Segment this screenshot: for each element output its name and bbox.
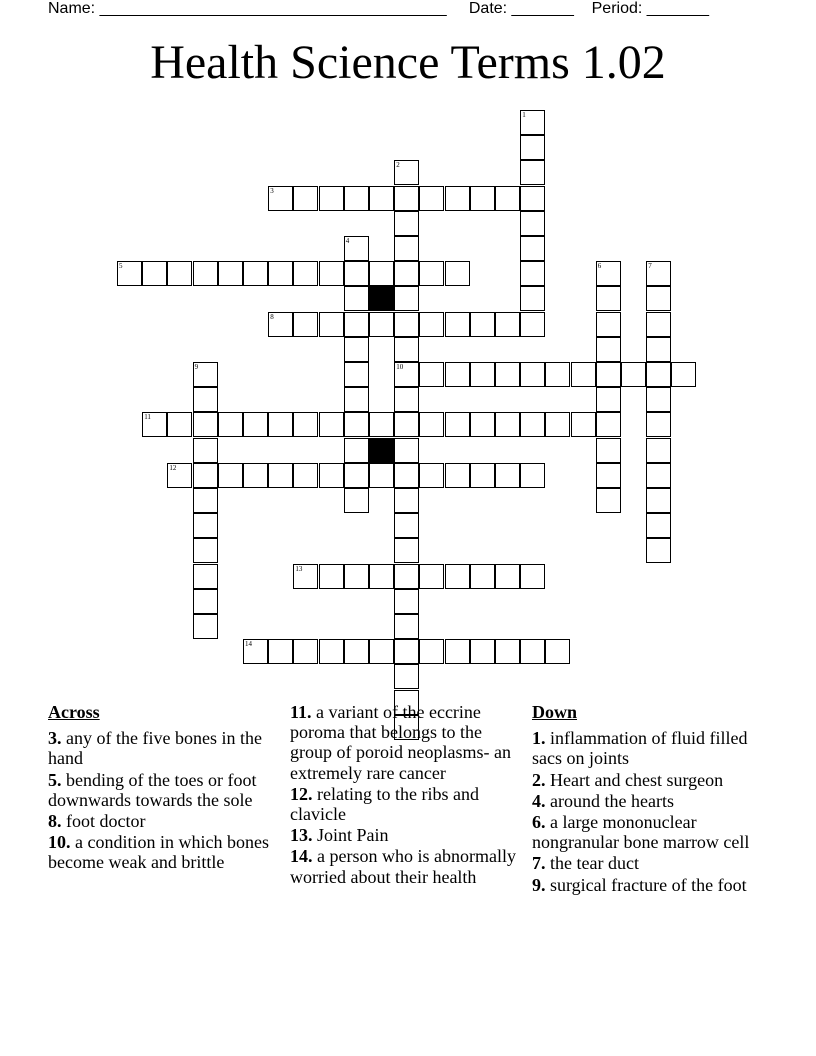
across-heading: Across (48, 702, 100, 722)
clue-down-6: 6. a large mononuclear nongranular bone marrow cell (532, 812, 750, 853)
grid-black-cell (369, 286, 394, 311)
grid-cell[interactable] (394, 312, 419, 337)
clue-across-12: 12. relating to the ribs and clavicle (290, 783, 479, 825)
grid-cell[interactable] (596, 337, 621, 362)
clue-number: 5 (119, 262, 123, 271)
clue-down-9: 9. surgical fracture of the foot (532, 874, 747, 895)
grid-cell[interactable] (419, 564, 444, 589)
grid-cell[interactable] (445, 312, 470, 337)
grid-cell[interactable] (293, 312, 318, 337)
grid-cell[interactable] (394, 337, 419, 362)
clue-across-13: 13. Joint Pain (290, 825, 389, 846)
clue-number: 12 (169, 463, 177, 472)
page-title: Health Science Terms 1.02 (150, 36, 666, 89)
grid-cell[interactable] (520, 412, 545, 437)
grid-cell[interactable] (394, 513, 419, 538)
grid-cell[interactable] (419, 639, 444, 664)
clue-across-14: 14. a person who is abnormally worried about their health (290, 846, 516, 887)
grid-cell[interactable] (646, 538, 671, 563)
grid-cell[interactable] (142, 261, 167, 286)
grid-cell[interactable] (193, 614, 218, 639)
grid-cell[interactable] (596, 286, 621, 311)
clue-down-2: 2. Heart and chest surgeon (532, 769, 724, 790)
grid-cell[interactable] (193, 513, 218, 538)
grid-cell[interactable] (596, 412, 621, 437)
grid-cell[interactable] (646, 513, 671, 538)
grid-cell[interactable] (193, 538, 218, 563)
grid-cell[interactable] (319, 412, 344, 437)
grid-cell[interactable] (394, 463, 419, 488)
grid-cell[interactable] (369, 412, 394, 437)
name-field[interactable]: _______________________________________ (99, 0, 447, 17)
down-clues-column (532, 702, 764, 896)
clue-down-1: 1. inflammation of fluid filled sacs on joints (532, 728, 748, 769)
grid-cell[interactable] (344, 438, 369, 463)
grid-cell[interactable] (394, 438, 419, 463)
grid-cell[interactable] (193, 589, 218, 614)
grid-cell[interactable] (394, 564, 419, 589)
grid-cell[interactable] (344, 286, 369, 311)
grid-cell[interactable] (646, 438, 671, 463)
grid-cell[interactable] (520, 135, 545, 160)
period-field[interactable]: _______ (646, 0, 710, 17)
grid-cell[interactable] (596, 463, 621, 488)
grid-cell[interactable] (369, 639, 394, 664)
grid-cell[interactable] (293, 463, 318, 488)
grid-cell[interactable] (445, 362, 470, 387)
grid-cell[interactable] (646, 412, 671, 437)
clue-down-4: 4. around the hearts (532, 790, 674, 811)
grid-cell[interactable] (193, 412, 218, 437)
grid-cell[interactable] (394, 639, 419, 664)
grid-cell[interactable] (167, 261, 192, 286)
grid-cell[interactable] (646, 337, 671, 362)
grid-cell[interactable] (369, 261, 394, 286)
grid-cell[interactable] (394, 538, 419, 563)
grid-cell[interactable] (520, 463, 545, 488)
grid-cell[interactable] (495, 564, 520, 589)
clue-number: 3 (270, 186, 274, 195)
grid-cell[interactable] (596, 488, 621, 513)
date-label: Date: (468, 0, 512, 17)
grid-cell[interactable] (419, 186, 444, 211)
grid-cell[interactable] (495, 463, 520, 488)
grid-cell[interactable] (243, 412, 268, 437)
grid-cell[interactable] (344, 186, 369, 211)
grid-cell[interactable] (445, 186, 470, 211)
grid-cell[interactable] (520, 261, 545, 286)
grid-cell[interactable] (520, 160, 545, 185)
grid-cell[interactable] (621, 362, 646, 387)
grid-cell[interactable] (394, 589, 419, 614)
grid-cell[interactable] (596, 312, 621, 337)
grid-cell[interactable] (545, 639, 570, 664)
grid-cell[interactable] (344, 463, 369, 488)
grid-cell[interactable] (520, 236, 545, 261)
grid-cell[interactable] (394, 664, 419, 689)
grid-cell[interactable] (646, 312, 671, 337)
grid-cell[interactable] (319, 564, 344, 589)
name-label: Name: (48, 0, 100, 17)
grid-cell[interactable] (268, 261, 293, 286)
grid-cell[interactable] (369, 186, 394, 211)
grid-cell[interactable] (319, 312, 344, 337)
across-clues-column-1 (48, 702, 280, 874)
grid-cell[interactable] (268, 639, 293, 664)
grid-cell[interactable] (344, 412, 369, 437)
grid-cell[interactable] (470, 463, 495, 488)
grid-cell[interactable] (445, 412, 470, 437)
grid-cell[interactable] (671, 362, 696, 387)
grid-cell[interactable] (445, 639, 470, 664)
down-heading: Down (532, 702, 578, 722)
grid-cell[interactable] (545, 412, 570, 437)
grid-cell[interactable] (495, 186, 520, 211)
grid-cell[interactable] (470, 412, 495, 437)
grid-cell[interactable] (344, 261, 369, 286)
grid-cell[interactable] (369, 564, 394, 589)
grid-cell[interactable] (394, 488, 419, 513)
clue-number: 10 (396, 363, 404, 371)
grid-cell[interactable] (344, 639, 369, 664)
grid-cell[interactable] (344, 312, 369, 337)
grid-cell[interactable] (193, 438, 218, 463)
grid-cell[interactable] (646, 362, 671, 387)
grid-cell[interactable] (445, 564, 470, 589)
grid-cell[interactable] (646, 488, 671, 513)
grid-cell[interactable] (571, 412, 596, 437)
clue-number: 13 (295, 564, 303, 573)
grid-cell[interactable] (293, 261, 318, 286)
grid-cell[interactable] (520, 564, 545, 589)
grid-cell[interactable] (571, 362, 596, 387)
clue-number: 2 (396, 161, 400, 170)
grid-cell[interactable] (268, 463, 293, 488)
grid-cell[interactable] (319, 186, 344, 211)
grid-cell[interactable] (344, 488, 369, 513)
clue-across-11: 11. a variant of the eccrine poroma that belongs to the group of poroid neoplasms- an extremely rare cancer (290, 702, 511, 783)
grid-cell[interactable] (218, 412, 243, 437)
grid-cell[interactable] (495, 412, 520, 437)
grid-cell[interactable] (319, 463, 344, 488)
grid-cell[interactable] (193, 463, 218, 488)
grid-cell[interactable] (293, 186, 318, 211)
grid-cell[interactable] (167, 412, 192, 437)
grid-cell[interactable] (520, 639, 545, 664)
grid-cell[interactable] (520, 286, 545, 311)
grid-cell[interactable] (344, 362, 369, 387)
grid-cell[interactable] (394, 236, 419, 261)
grid-cell[interactable] (344, 337, 369, 362)
grid-cell[interactable] (369, 463, 394, 488)
grid-cell[interactable] (646, 463, 671, 488)
grid-cell[interactable] (470, 312, 495, 337)
grid-cell[interactable] (419, 362, 444, 387)
grid-cell[interactable] (394, 286, 419, 311)
grid-cell[interactable] (218, 463, 243, 488)
across-clues-column-2 (290, 702, 522, 888)
grid-cell[interactable] (495, 312, 520, 337)
grid-cell[interactable] (419, 412, 444, 437)
grid-cell[interactable] (394, 412, 419, 437)
grid-cell[interactable] (495, 362, 520, 387)
grid-cell[interactable] (596, 438, 621, 463)
grid-cell[interactable] (419, 261, 444, 286)
grid-cell[interactable] (193, 261, 218, 286)
clue-number: 14 (245, 640, 252, 649)
grid-cell[interactable] (293, 412, 318, 437)
grid-cell[interactable] (218, 261, 243, 286)
grid-cell[interactable] (369, 312, 394, 337)
clue-across-8: 8. foot doctor (48, 811, 146, 832)
grid-cell[interactable] (445, 261, 470, 286)
grid-cell[interactable] (394, 614, 419, 639)
grid-cell[interactable] (243, 261, 268, 286)
clue-down-7: 7. the tear duct (532, 853, 639, 874)
grid-cell[interactable] (394, 261, 419, 286)
clue-number: 11 (144, 413, 151, 422)
grid-cell[interactable] (646, 286, 671, 311)
grid-cell[interactable] (243, 463, 268, 488)
grid-cell[interactable] (319, 261, 344, 286)
grid-cell[interactable] (520, 211, 545, 236)
grid-cell[interactable] (293, 639, 318, 664)
date-field[interactable]: _______ (511, 0, 574, 17)
clue-number: 4 (345, 237, 350, 245)
clue-number: 9 (194, 363, 199, 371)
grid-cell[interactable] (495, 639, 520, 664)
grid-cell[interactable] (470, 186, 495, 211)
grid-cell[interactable] (319, 639, 344, 664)
clue-number: 1 (522, 111, 526, 119)
grid-cell[interactable] (193, 488, 218, 513)
grid-cell[interactable] (520, 186, 545, 211)
grid-cell[interactable] (344, 387, 369, 412)
period-label: Period: (591, 0, 647, 17)
grid-cell[interactable] (445, 463, 470, 488)
grid-cell[interactable] (394, 211, 419, 236)
grid-cell[interactable] (596, 362, 621, 387)
grid-cell[interactable] (344, 564, 369, 589)
grid-cell[interactable] (520, 312, 545, 337)
clue-across-5: 5. bending of the toes or foot downwards towards the sole (48, 769, 257, 810)
grid-cell[interactable] (596, 387, 621, 412)
grid-cell[interactable] (268, 412, 293, 437)
grid-cell[interactable] (419, 463, 444, 488)
grid-cell[interactable] (419, 312, 444, 337)
clue-across-10: 10. a condition in which bones become weak and brittle (48, 832, 269, 873)
clue-number: 7 (648, 262, 652, 271)
grid-cell[interactable] (470, 362, 495, 387)
clue-number: 8 (270, 312, 274, 321)
grid-cell[interactable] (193, 387, 218, 412)
grid-cell[interactable] (646, 387, 671, 412)
grid-cell[interactable] (470, 639, 495, 664)
grid-cell[interactable] (394, 387, 419, 412)
grid-black-cell (369, 438, 394, 463)
clue-number: 6 (597, 262, 602, 271)
clue-across-3: 3. any of the five bones in the hand (48, 728, 262, 769)
grid-cell[interactable] (470, 564, 495, 589)
grid-cell[interactable] (545, 362, 570, 387)
grid-cell[interactable] (520, 362, 545, 387)
grid-cell[interactable] (193, 564, 218, 589)
grid-cell[interactable] (394, 186, 419, 211)
